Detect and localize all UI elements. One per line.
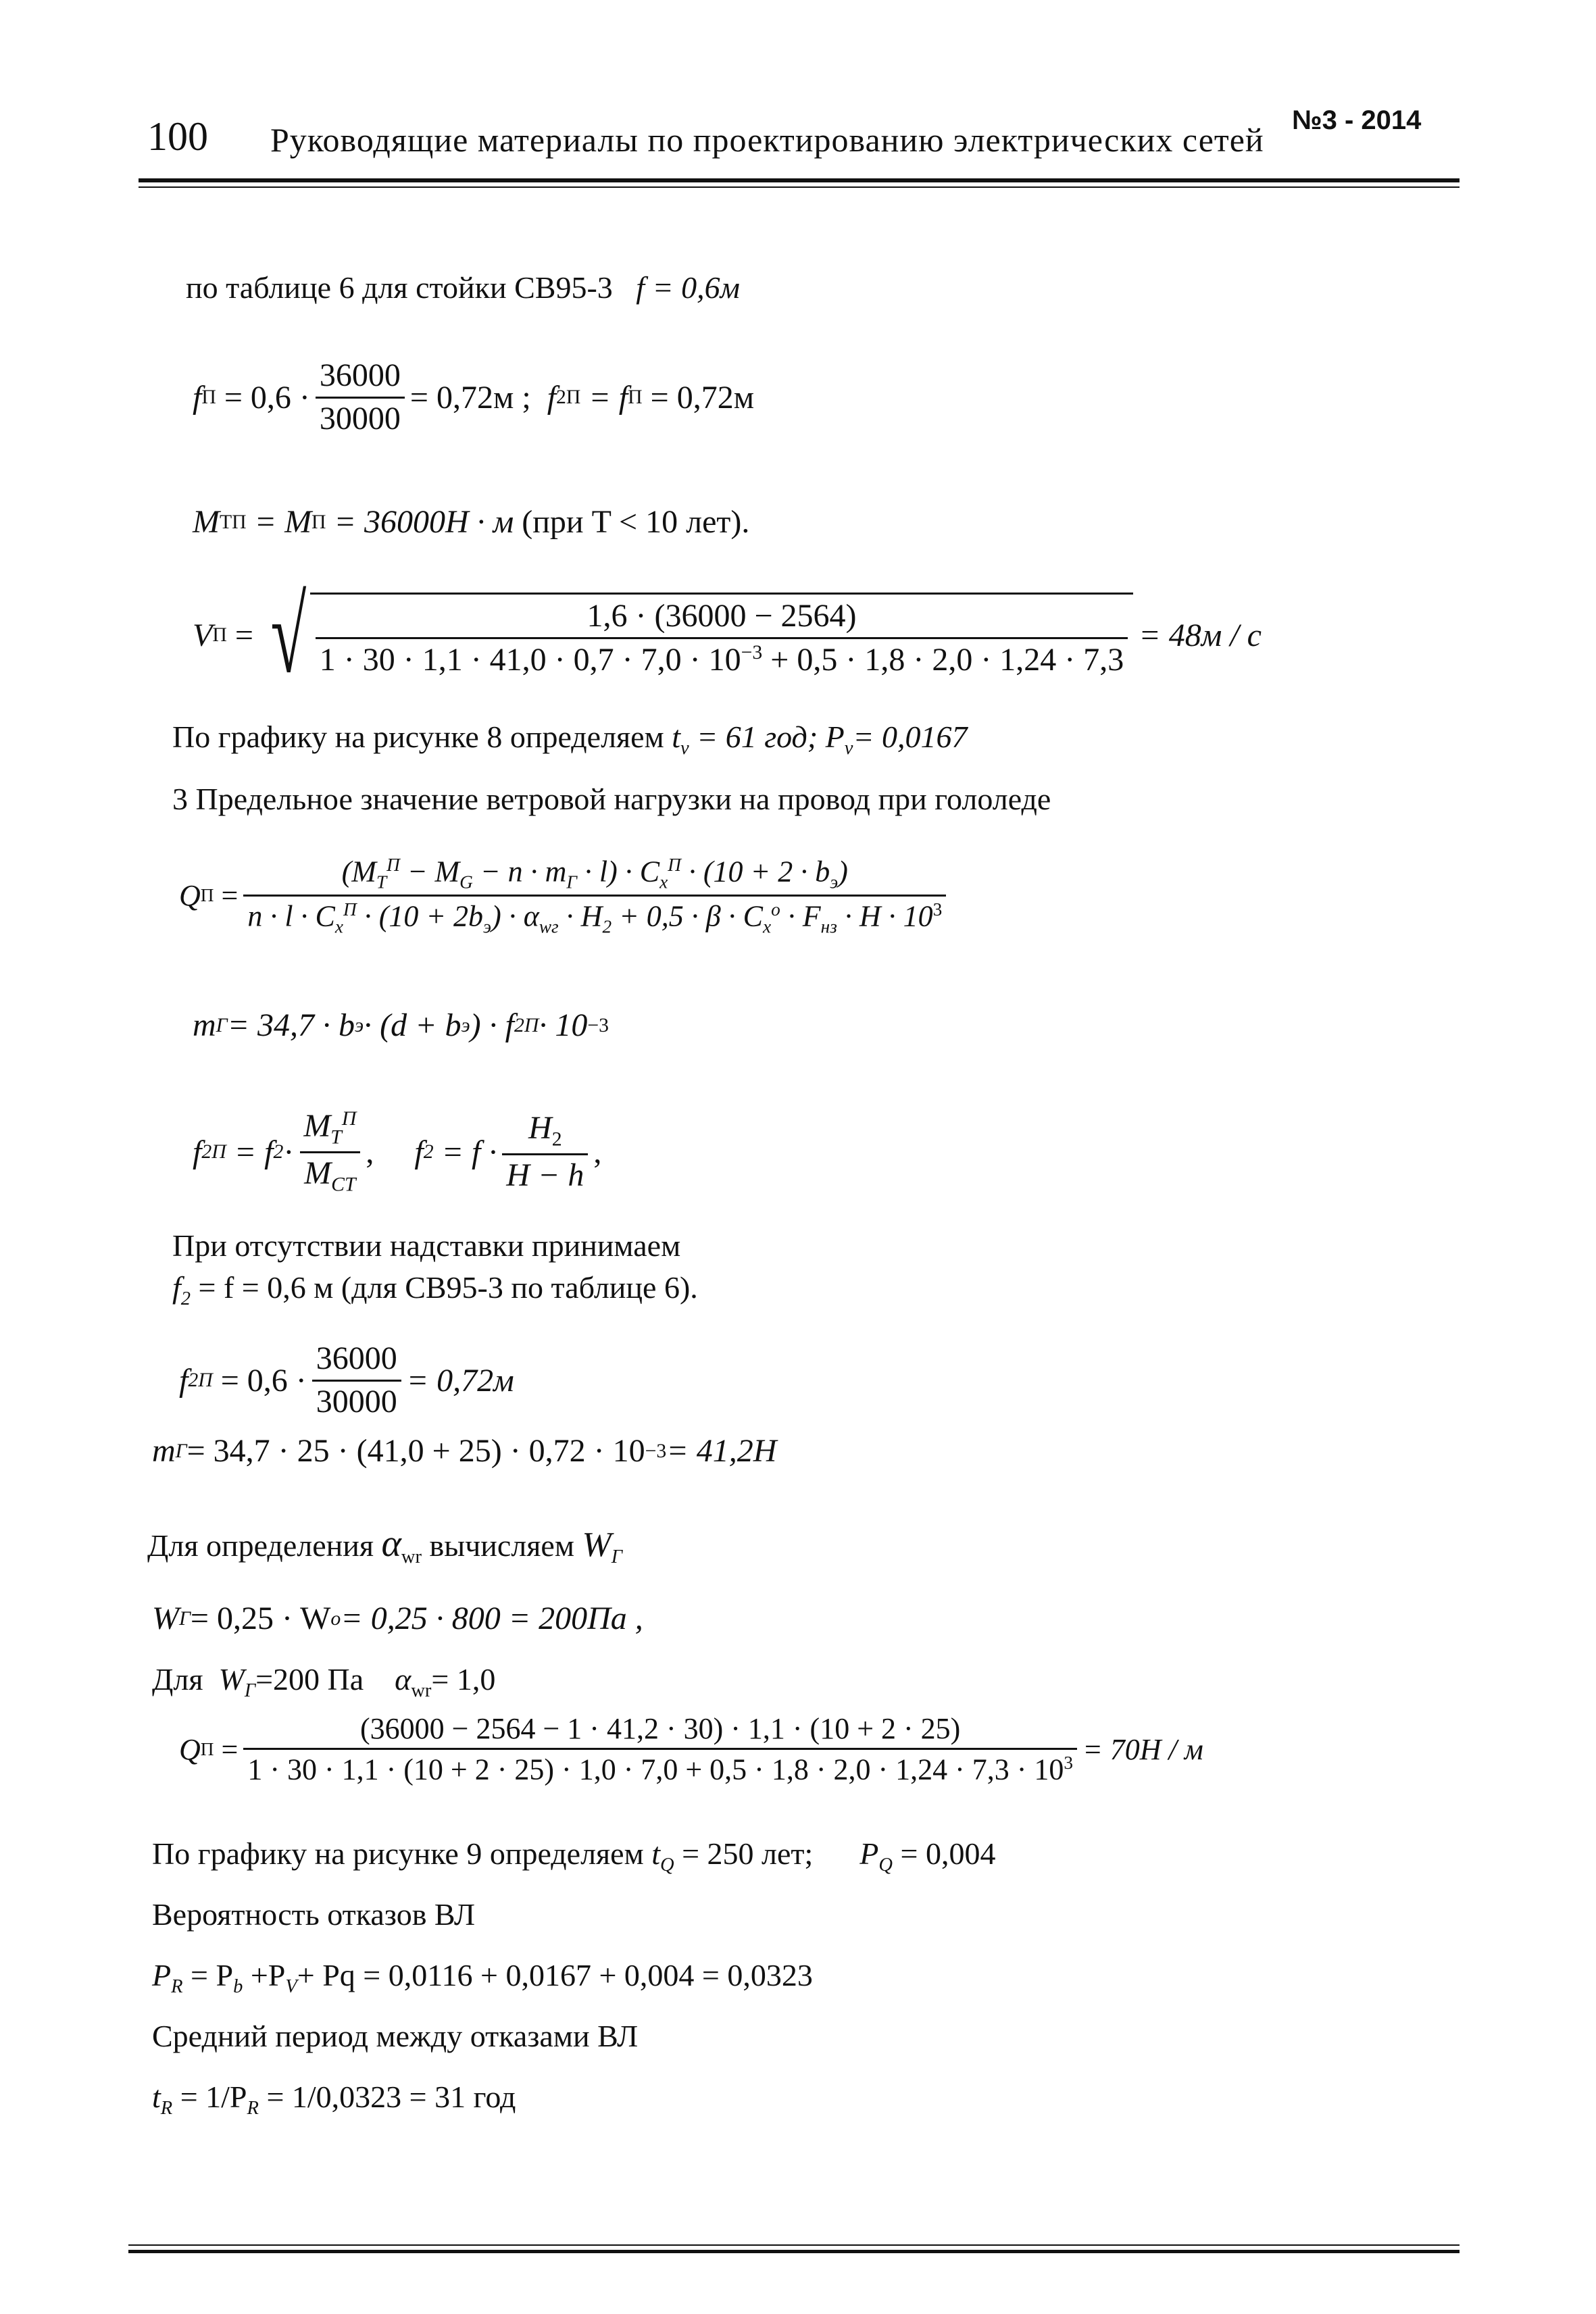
equation-f2: f 2 П = f 2 · $\frac{M_T^П}{M_{СТ}}$ , f 2 = f · $\frac{H_2}{H - h}$ ,	[193, 1107, 602, 1196]
page-number: 100	[147, 114, 208, 159]
header-rule-thin	[139, 186, 1460, 188]
equation-moment: M T П = M П = 36000H · м (при T < 10 лет).	[193, 504, 750, 540]
header-rule-thick	[139, 178, 1460, 182]
issue-number: №3 - 2014	[1292, 105, 1422, 135]
equation-mg-value: m Г = 34,7 · 25 · (41,0 + 25) · 0,72 · 10 −3 = 41,2H	[152, 1433, 777, 1469]
equation-mg: m Г = 34,7 · b э · (d + b э ) · f 2 П · 10 −3	[193, 1007, 609, 1043]
text-for-alpha: Для определения $\alpha_{wr}$ вычисляем $W_Г$	[147, 1523, 623, 1568]
equation-f2p-value: f 2 П = 0,6 · $\frac{36000}{30000}$ = 0,72м	[179, 1340, 514, 1419]
text-section-3: 3 Предельное значение ветровой нагрузки на провод при гололеде	[172, 782, 1051, 816]
text-graph-9: По графику на рисунке 9 определяем $t_Q = 250$ лет; $P_Q = 0,004$	[152, 1836, 996, 1876]
text-graph-8: По графику на рисунке 8 определяем $t_v = 61$ год; $P_v= 0,0167$	[172, 720, 968, 759]
footer-rule-thick	[128, 2250, 1460, 2253]
text-failure-prob: Вероятность отказов ВЛ	[152, 1897, 476, 1932]
text-pr-formula: $P_R = P_b +P_V+ Pq = 0,0116 + 0,0167 + 0,004 = 0,0323$	[152, 1958, 813, 1998]
text-f2-value: $f_2 = f = 0,6$ м (для СВ95-3 по таблице 6).	[172, 1270, 698, 1310]
text-line-1: по таблице 6 для стойки СВ95-3 f = 0,6м	[186, 270, 740, 305]
equation-wg: W Г = 0,25 · W o = 0,25 · 800 = 200Па ,	[152, 1601, 643, 1636]
text-mean-period: Средний период между отказами ВЛ	[152, 2019, 639, 2053]
equation-velocity: V П = √ 1,6 · (36000 − 2564) $1 \cdot 30 \cdot 1,1 \cdot 41,0 \cdot 0,7 \cdot 7,0 \cdot 10^{-3} + 0,5 \cdot 1,8 \cdot 2,0 \cdot 1,24 \cdot 7,3$ = 48м / с	[193, 575, 1262, 695]
text-for-wg: Для $W_Г=200$ Па $\alpha_{wr}= 1,0$	[152, 1662, 496, 1702]
equation-q-general: Q П = $(M_T^П - M_G - n \cdot m_Г \cdot l) \cdot C_x^П \cdot (10 + 2 \cdot b_э)$ $n \cdot l \cdot C_x^П \cdot (10 + 2b_э) \cdot \alpha_{wг} \cdot H_2 + 0,5 \cdot \beta \cdot C_x^o \cdot F_{нз} \cdot H \cdot 10^3$	[179, 855, 951, 937]
footer-rule-thin	[128, 2244, 1460, 2246]
equation-fp: f П = 0,6 · $\frac{36000}{30000}$ = 0,72м ; f 2 П = f П = 0,72м	[193, 357, 755, 436]
sqrt-sign: √	[270, 575, 307, 695]
equation-q-value: Q П = (36000 − 2564 − 1 · 41,2 · 30) · 1,1 · (10 + 2 · 25) $1 \cdot 30 \cdot 1,1 \cdot (10 + 2 \cdot 25) \cdot 1,0 \cdot 7,0 + 0,5 \cdot 1,8 \cdot 2,0 \cdot 1,24 \cdot 7,3 \cdot 10^3$ = 70H / м	[179, 1712, 1203, 1787]
text-no-extension: При отсутствии надставки принимаем	[172, 1228, 681, 1263]
text-tr-formula: $t_R = 1/P_R = 1/0,0323 = 31$ год	[152, 2080, 516, 2119]
journal-title: Руководящие материалы по проектированию электрических сетей	[270, 121, 1264, 159]
